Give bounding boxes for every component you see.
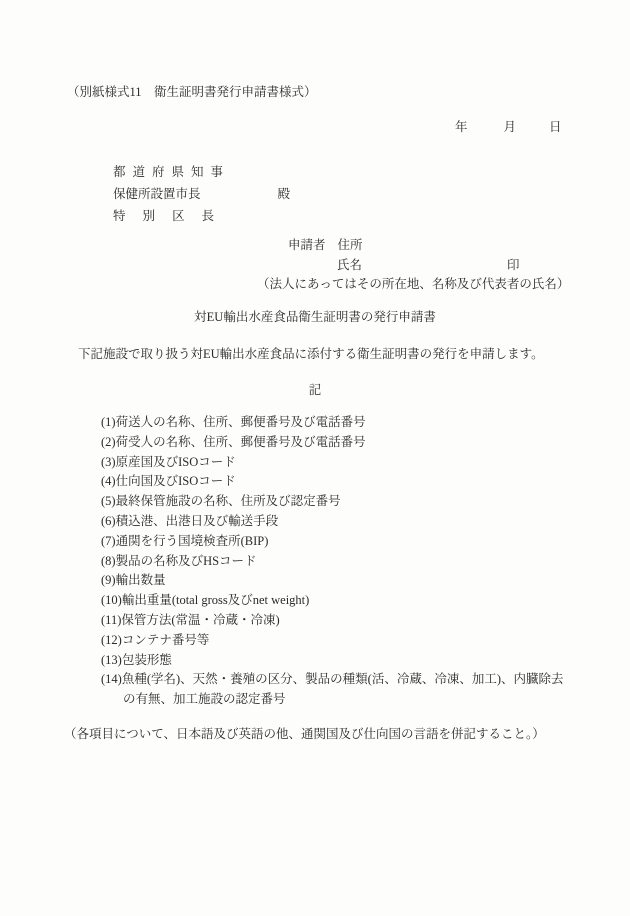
list-item bbox=[101, 591, 621, 611]
applicant-name-label: 氏名 bbox=[337, 258, 363, 272]
item-text: コンテナ番号等 bbox=[121, 632, 210, 647]
corporate-note: （法人にあってはその所在地、名称及び代表者の氏名） bbox=[257, 277, 570, 291]
item-text: 原産国及びISOコード bbox=[115, 454, 236, 469]
honorific-dono: 殿 bbox=[277, 187, 291, 201]
list-item bbox=[101, 651, 621, 671]
item-text: 魚種(学名)、天然・養殖の区分、製品の種類(活、冷蔵、冷凍、加工)、内臓除去 bbox=[121, 672, 564, 687]
item-text: 通関を行う国境検査所(BIP) bbox=[115, 533, 269, 548]
addressee-city-mayor: 保健所設置市長 bbox=[113, 187, 201, 201]
applicant-name-row bbox=[337, 257, 362, 273]
document-title: 対EU輸出水産食品衛生証明書の発行申請書 bbox=[194, 310, 436, 324]
item-number: (8) bbox=[101, 553, 116, 568]
list-item bbox=[101, 433, 621, 453]
declaration-sentence: 下記施設で取り扱う対EU輸出水産食品に添付する衛生証明書の発行を申請します。 bbox=[78, 347, 544, 361]
item-number: (11) bbox=[101, 612, 122, 627]
addressee-prefectural-governor: 都道府県知事 bbox=[113, 165, 231, 179]
item-number: (6) bbox=[101, 513, 116, 528]
applicant-label: 申請者 bbox=[288, 238, 326, 252]
item-number: (9) bbox=[101, 573, 116, 588]
addressee-city-mayor-line bbox=[113, 183, 290, 205]
item-text: 最終保管施設の名称、住所及び認定番号 bbox=[115, 494, 341, 509]
list-item bbox=[101, 472, 621, 492]
item-list bbox=[101, 413, 621, 710]
applicant-address-row bbox=[288, 237, 363, 253]
item-text: 保管方法(常温・冷蔵・冷凍) bbox=[121, 612, 280, 627]
item-number: (2) bbox=[101, 434, 116, 449]
list-item bbox=[101, 552, 621, 572]
list-item bbox=[101, 631, 621, 651]
item-text: 荷受人の名称、住所、郵便番号及び電話番号 bbox=[115, 434, 366, 449]
seal-mark: 印 bbox=[507, 258, 520, 272]
date-month-label: 月 bbox=[503, 120, 517, 134]
date-line bbox=[455, 119, 562, 135]
list-item bbox=[101, 413, 621, 433]
list-item bbox=[101, 571, 621, 591]
applicant-address-label: 住所 bbox=[337, 238, 363, 252]
item-number: (7) bbox=[101, 533, 116, 548]
list-item bbox=[101, 512, 621, 532]
list-header-ki: 記 bbox=[308, 383, 322, 397]
item-number: (12) bbox=[101, 632, 122, 647]
item-text: 荷送人の名称、住所、郵便番号及び電話番号 bbox=[115, 415, 366, 429]
item-number: (1) bbox=[101, 415, 116, 429]
item-text: 積込港、出港日及び輸送手段 bbox=[115, 513, 279, 528]
footnote: （各項目について、日本語及び英語の他、通関国及び仕向国の言語を併記すること。） bbox=[64, 727, 545, 741]
item-text: 包装形態 bbox=[121, 652, 172, 667]
list-item bbox=[101, 453, 621, 473]
item-number: (5) bbox=[101, 494, 116, 509]
item-continuation: の有無、加工施設の認定番号 bbox=[123, 692, 286, 707]
item-number: (4) bbox=[101, 474, 116, 489]
item-number: (13) bbox=[101, 652, 122, 667]
addressee-block bbox=[113, 161, 290, 227]
item-text: 輸出数量 bbox=[115, 573, 166, 588]
list-item bbox=[101, 670, 621, 710]
list-item bbox=[101, 532, 621, 552]
item-number: (10) bbox=[101, 593, 122, 608]
item-text: 輸出重量(total gross及びnet weight) bbox=[121, 593, 310, 608]
item-number: (3) bbox=[101, 454, 116, 469]
date-year-label: 年 bbox=[455, 120, 468, 134]
item-number: (14) bbox=[101, 672, 122, 687]
item-text: 製品の名称及びHSコード bbox=[115, 553, 257, 568]
item-text: 仕向国及びISOコード bbox=[115, 474, 236, 489]
form-id: （別紙様式11 衛生証明書発行申請書様式） bbox=[67, 85, 317, 99]
list-item bbox=[101, 492, 621, 512]
date-day-label: 日 bbox=[549, 120, 562, 134]
list-item bbox=[101, 611, 621, 631]
addressee-special-ward-mayor: 特別区長 bbox=[113, 209, 232, 223]
